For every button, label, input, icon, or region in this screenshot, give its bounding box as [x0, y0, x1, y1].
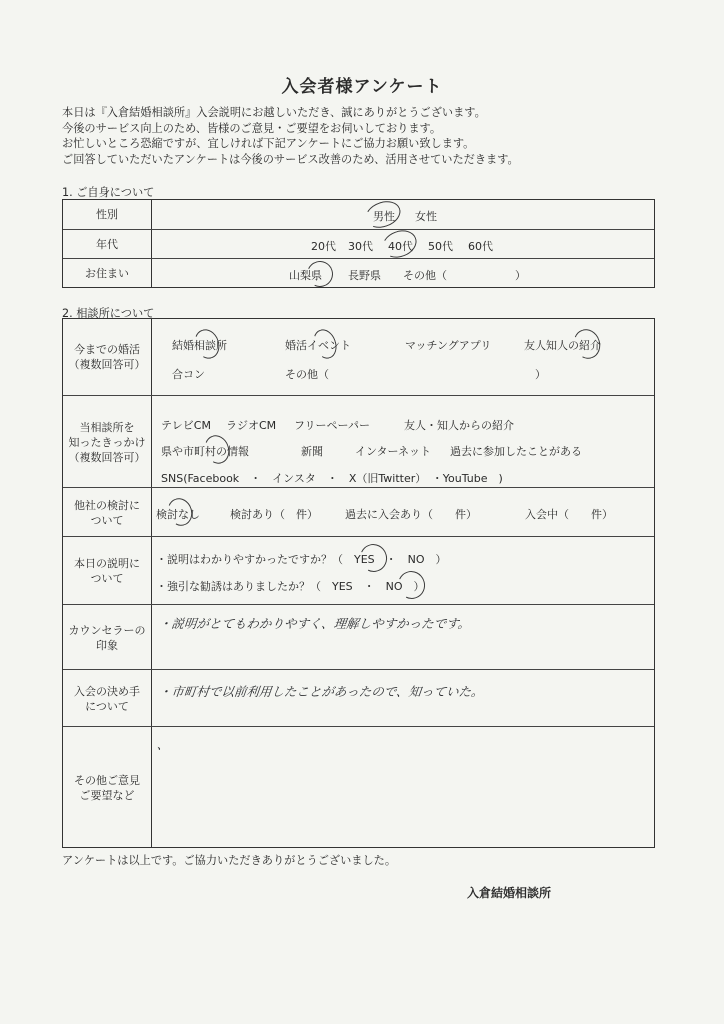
trigger-row: [63, 395, 654, 488]
circle-mark: [356, 540, 391, 576]
question-clarity: ・説明はわかりやすかったですか？（ YES ・ NO ）: [156, 553, 447, 566]
circle-mark: [379, 226, 421, 262]
age-row: [63, 229, 654, 259]
option-past-member[interactable]: 過去に入会あり（ 件）: [345, 508, 477, 521]
counselor-row: [63, 604, 654, 670]
option-yamanashi[interactable]: 山梨県: [289, 269, 322, 282]
residence-row: [63, 258, 654, 288]
counselor-answer[interactable]: ・説明がとてもわかりやすく、理解しやすかったです。: [158, 616, 472, 631]
comments-answer[interactable]: 、: [156, 737, 171, 752]
section2-heading: 2. 相談所について: [62, 307, 155, 320]
option-gokon[interactable]: 合コン: [172, 368, 205, 381]
section1-heading: 1. ご自身について: [62, 186, 155, 199]
option-nagano[interactable]: 長野県: [348, 269, 381, 282]
residence-label: お住まい: [63, 259, 152, 288]
option-other-close: ）: [515, 269, 526, 282]
option-newspaper[interactable]: 新聞: [301, 445, 323, 458]
age-label: 年代: [63, 230, 152, 259]
label-line: ご要望など: [79, 788, 135, 802]
circle-mark: [303, 257, 336, 290]
option-other-close: ）: [535, 368, 546, 381]
history-label: [63, 319, 152, 395]
intro-line: 今後のサービス向上のため、皆様のご意見・ご要望をお伺いしております。: [62, 121, 442, 135]
counselor-label: [63, 605, 152, 670]
label-line: 今までの婚活: [74, 343, 140, 356]
label-line: 他社の検討に: [74, 498, 140, 512]
trigger-label: [63, 396, 152, 488]
option-event[interactable]: 婚活イベント: [285, 339, 351, 352]
explanation-row: [63, 536, 654, 605]
label-line: （複数回答可）: [68, 450, 146, 464]
label-line: 印象: [96, 638, 118, 652]
option-40s[interactable]: 40代: [388, 240, 413, 253]
intro-line: お忙しいところ恐縮ですが、宜しければ下記アンケートにご協力お願い致します。: [62, 137, 475, 150]
organization-name: 入倉結婚相談所: [467, 886, 552, 900]
option-internet[interactable]: インターネット: [355, 445, 432, 458]
option-20s[interactable]: 20代: [311, 240, 336, 253]
option-radio[interactable]: ラジオCM: [226, 419, 277, 432]
option-friend[interactable]: 友人・知人からの紹介: [404, 419, 514, 432]
label-line: ついて: [90, 513, 124, 527]
question-pressure: ・強引な勧誘はありましたか？（ YES ・ NO ）: [156, 580, 425, 593]
comments-label: [63, 727, 152, 848]
option-current[interactable]: 入会中（ 件）: [525, 508, 613, 521]
option-60s[interactable]: 60代: [468, 240, 493, 253]
option-agency[interactable]: 結婚相談所: [172, 339, 227, 352]
option-considering[interactable]: 検討あり（ 件）: [230, 508, 318, 521]
others-label: [63, 488, 152, 537]
option-30s[interactable]: 30代: [348, 240, 373, 253]
option-freepaper[interactable]: フリーペーパー: [294, 419, 371, 432]
intro-line: ご回答していただいたアンケートは今後のサービス改善のため、活用させていただきます。: [62, 152, 519, 166]
section2-table: [62, 318, 655, 848]
circle-mark: [570, 325, 605, 362]
circle-mark: [394, 567, 429, 603]
circle-mark: [164, 495, 196, 530]
label-line: 当相談所を: [79, 420, 135, 434]
intro-line: 本日は『入倉結婚相談所』入会説明にお越しいただき、誠にありがとうございます。: [62, 106, 486, 119]
history-row: [63, 319, 654, 395]
option-female[interactable]: 女性: [415, 210, 437, 223]
decision-row: [63, 669, 654, 727]
option-app[interactable]: マッチングアプリ: [405, 339, 492, 352]
gender-label: 性別: [63, 200, 152, 229]
others-row: [63, 487, 654, 537]
decision-answer[interactable]: ・市町村で以前利用したことがあったので、知っていた。: [158, 684, 485, 699]
label-line: （複数回答可）: [68, 358, 146, 371]
option-past[interactable]: 過去に参加したことがある: [450, 445, 582, 458]
label-line: 本日の説明に: [74, 557, 140, 570]
circle-mark: [201, 432, 233, 467]
label-line: カウンセラーの: [68, 623, 146, 637]
gender-row: [63, 200, 654, 229]
option-sns[interactable]: SNS(Facebook ・ インスタ ・ X（旧Twitter） ・YouTube ): [161, 472, 503, 485]
circle-mark: [310, 326, 341, 362]
page-title: 入会者様アンケート: [281, 77, 443, 97]
circle-mark: [191, 326, 224, 362]
intro-text: [62, 105, 519, 167]
option-none[interactable]: 検討なし: [156, 508, 200, 521]
label-line: について: [85, 699, 129, 713]
circle-mark: [362, 197, 404, 233]
label-line: その他ご意見: [74, 773, 140, 787]
option-50s[interactable]: 50代: [428, 240, 453, 253]
option-other[interactable]: その他（: [403, 269, 447, 282]
option-male[interactable]: 男性: [373, 210, 395, 223]
option-municipal[interactable]: 県や市町村の情報: [161, 445, 249, 458]
section1-table: [62, 199, 655, 288]
comments-row: [63, 726, 654, 848]
label-line: ついて: [90, 572, 124, 585]
label-line: 知ったきっかけ: [68, 435, 146, 449]
decision-label: [63, 670, 152, 727]
label-line: 入会の決め手: [74, 684, 140, 698]
option-friend-intro[interactable]: 友人知人の紹介: [524, 339, 601, 352]
footer-text: アンケートは以上です。ご協力いただきありがとうございました。: [62, 854, 397, 867]
option-tv[interactable]: テレビCM: [161, 419, 211, 432]
option-other[interactable]: その他（: [285, 368, 329, 381]
explanation-label: [63, 537, 152, 605]
